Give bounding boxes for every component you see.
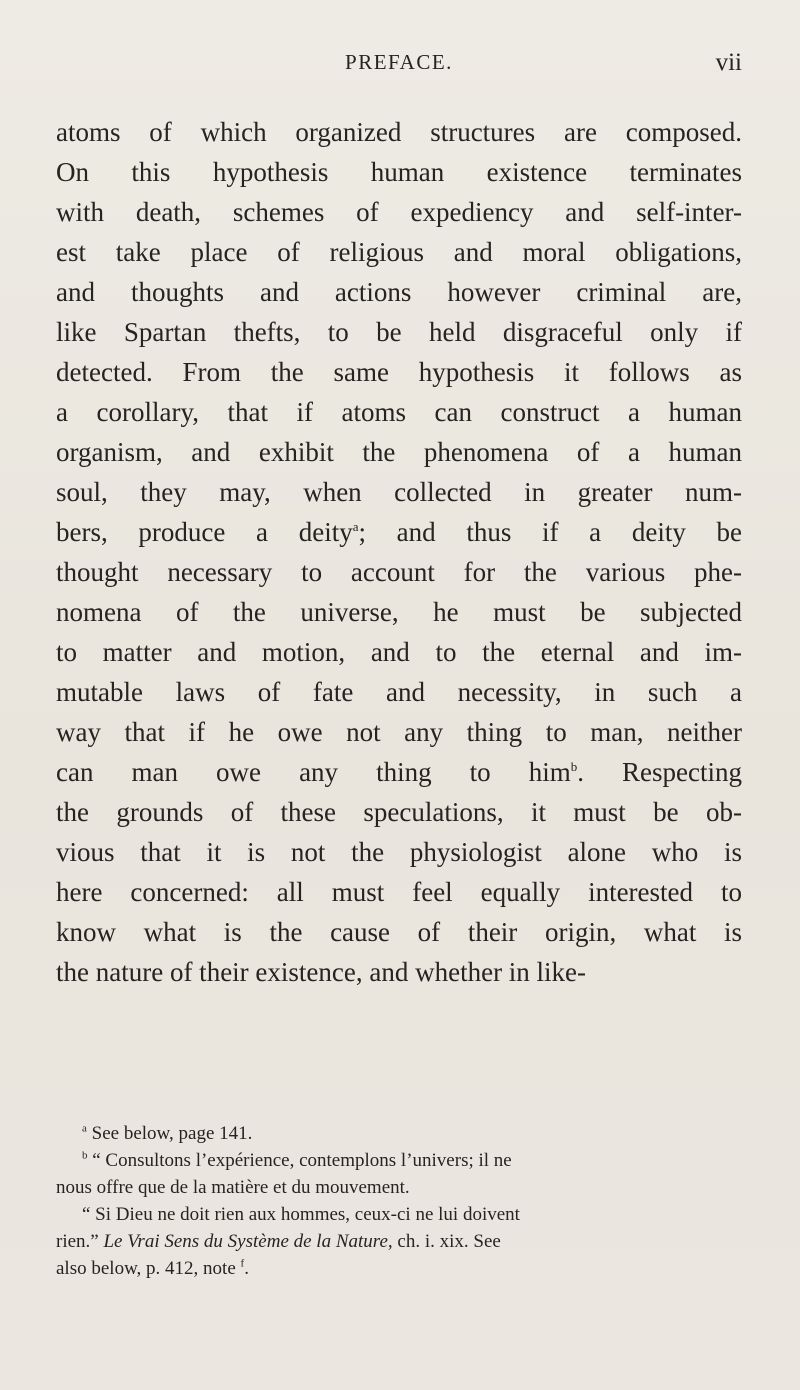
page-header <box>56 50 742 90</box>
text-segment: bers, produce a deity <box>56 517 353 547</box>
footnote-text: . <box>244 1258 249 1279</box>
text-segment: ; and thus if a deity be <box>358 517 742 547</box>
text-line: detected. From the same hypothesis it follows as <box>56 357 742 387</box>
cited-title: Le Vrai Sens du Système de la Nature, <box>103 1231 393 1252</box>
footnotes <box>56 1120 742 1282</box>
text-line: soul, they may, when collected in greater num- <box>56 477 742 507</box>
footnote-b-line <box>56 1228 742 1255</box>
footnote-text: also below, p. 412, note <box>56 1258 236 1279</box>
footnote-text: rien.” <box>56 1231 99 1252</box>
text-line: a corollary, that if atoms can construct a human <box>56 397 742 427</box>
footnote-a <box>56 1120 742 1147</box>
text-line: with death, schemes of expediency and self-inter- <box>56 197 742 227</box>
text-line: thought necessary to account for the various phe- <box>56 557 742 587</box>
text-line: atoms of which organized structures are composed. <box>56 117 742 147</box>
footnote-marker: b <box>82 1149 88 1162</box>
text-line: On this hypothesis human existence terminates <box>56 157 742 187</box>
text-line: organism, and exhibit the phenomena of a human <box>56 437 742 467</box>
text-segment: can man owe any thing to him <box>56 757 571 787</box>
footnote-b-line: nous offre que de la matière et du mouvement. <box>56 1177 410 1198</box>
running-head: PREFACE. <box>345 50 453 74</box>
footnote-marker: a <box>82 1122 87 1135</box>
footnote-text: “ Consultons l’expérience, contemplons l’univers; il ne <box>92 1150 512 1171</box>
page-number: vii <box>715 49 742 76</box>
text-segment: . Respecting <box>577 757 742 787</box>
text-line: to matter and motion, and to the eternal and im- <box>56 637 742 667</box>
text-line: est take place of religious and moral obligations, <box>56 237 742 267</box>
text-line <box>56 752 742 792</box>
text-line: like Spartan thefts, to be held disgraceful only if <box>56 317 742 347</box>
body-text <box>56 112 742 992</box>
footnote-b-line: “ Si Dieu ne doit rien aux hommes, ceux-ci ne lui doivent <box>82 1204 520 1225</box>
footnote-text: ch. i. xix. See <box>397 1231 501 1252</box>
footnote-text: See below, page 141. <box>91 1123 253 1144</box>
footnote-ref-b: b <box>570 759 578 774</box>
footnote-ref-a: a <box>352 519 359 534</box>
text-line: mutable laws of fate and necessity, in such a <box>56 677 742 707</box>
text-line: and thoughts and actions however criminal are, <box>56 277 742 307</box>
text-line: nomena of the universe, he must be subjected <box>56 597 742 627</box>
text-line: know what is the cause of their origin, what is <box>56 917 742 947</box>
text-line: vious that it is not the physiologist alone who is <box>56 837 742 867</box>
text-line: the grounds of these speculations, it must be ob- <box>56 797 742 827</box>
footnote-b-line <box>56 1147 742 1174</box>
footnote-marker: f <box>240 1257 245 1270</box>
text-line <box>56 512 742 552</box>
footnote-b-line <box>56 1255 742 1282</box>
text-line: the nature of their existence, and whether in like- <box>56 957 587 987</box>
text-line: here concerned: all must feel equally interested to <box>56 877 742 907</box>
text-line: way that if he owe not any thing to man, neither <box>56 717 742 747</box>
